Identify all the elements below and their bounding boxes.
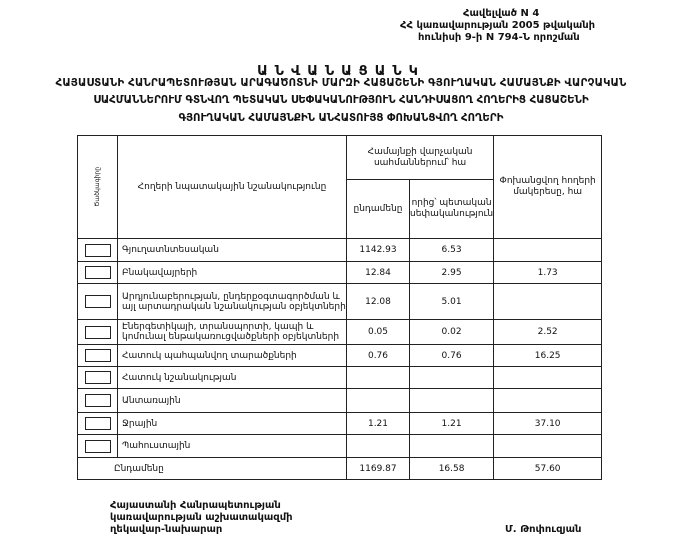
total-header: ընդամենը (347, 180, 410, 239)
total-state: 16.58 (410, 458, 494, 480)
row-transfer (494, 367, 602, 389)
code-box (85, 417, 111, 430)
area-group-header: Համայնքի վարչական սահմաններում՝ հա (347, 136, 494, 180)
code-cell (78, 239, 118, 262)
code-header-cell (78, 136, 118, 239)
name-header: Հողերի նպատակային նշանակությունը (118, 136, 347, 239)
row-state: 0.02 (410, 320, 494, 345)
row-name: Բնակավայրերի (118, 262, 347, 284)
position-line-1: Հայաստանի Հանրապետության (110, 500, 281, 511)
table-row (78, 284, 602, 320)
table-row (78, 345, 602, 367)
row-transfer: 16.25 (494, 345, 602, 367)
position-line-3: ղեկավար-նախարար (110, 524, 223, 535)
table-total-row (78, 458, 602, 480)
row-name: Արդյունաբերության, ընդերքօգտագործման և այլ արտադրական նշանակության օբյեկտների (118, 284, 347, 320)
code-cell (78, 413, 118, 435)
code-box (85, 266, 111, 279)
row-total (347, 435, 410, 458)
land-table (77, 135, 602, 480)
total-transfer: 57.60 (494, 458, 602, 480)
code-box (85, 244, 111, 257)
row-state (410, 389, 494, 413)
row-transfer: 2.52 (494, 320, 602, 345)
code-box (85, 349, 111, 362)
row-state: 5.01 (410, 284, 494, 320)
signatory-name: Մ. Թոփուզյան (505, 524, 582, 535)
table-row (78, 262, 602, 284)
code-box (85, 295, 111, 308)
annex-reference (400, 8, 595, 44)
row-transfer: 1.73 (494, 262, 602, 284)
transfer-header: Փոխանցվող հողերի մակերեսը, հա (494, 136, 602, 239)
code-box (85, 440, 111, 453)
row-name: Գյուղատնտեսական (118, 239, 347, 262)
code-cell (78, 345, 118, 367)
row-state: 0.76 (410, 345, 494, 367)
table-row (78, 239, 602, 262)
row-state: 1.21 (410, 413, 494, 435)
row-name: Անտառային (118, 389, 347, 413)
row-total: 1142.93 (347, 239, 410, 262)
row-name: Հատուկ պահպանվող տարածքների (118, 345, 347, 367)
row-state: 6.53 (410, 239, 494, 262)
table-row (78, 435, 602, 458)
code-cell (78, 367, 118, 389)
table-header-row (78, 136, 602, 180)
position-line-2: կառավարության աշխատակազմի (110, 512, 293, 523)
row-transfer (494, 284, 602, 320)
table-row (78, 413, 602, 435)
row-total: 12.08 (347, 284, 410, 320)
row-total (347, 367, 410, 389)
row-name: Հատուկ նշանակության (118, 367, 347, 389)
row-state (410, 367, 494, 389)
code-box (85, 394, 111, 407)
code-cell (78, 435, 118, 458)
row-total (347, 389, 410, 413)
row-name: Էներգետիկայի, տրանսպորտի, կապի և կոմունալ ենթակառուցվածքների օբյեկտների (118, 320, 347, 345)
annex-decision-line: հունիսի 9-ի N 794-Ն որոշման (418, 32, 580, 43)
row-transfer (494, 239, 602, 262)
row-transfer (494, 389, 602, 413)
row-state: 2.95 (410, 262, 494, 284)
code-cell (78, 320, 118, 345)
total-label: Ընդամենը (78, 458, 347, 480)
table-row (78, 367, 602, 389)
total-total: 1169.87 (347, 458, 410, 480)
row-name: Ջրային (118, 413, 347, 435)
row-transfer: 37.10 (494, 413, 602, 435)
table-row (78, 389, 602, 413)
row-total: 1.21 (347, 413, 410, 435)
document-subtitle-line-1: ՀԱՅԱՍՏԱՆԻ ՀԱՆՐԱՊԵՏՈՒԹՅԱՆ ԱՐԱԳԱԾՈՏՆԻ ՄԱՐԶԻ ՀԱՑԱՇԵՆԻ ԳՅՈՒՂԱԿԱՆ ՀԱՄԱՅՆՔԻ ՎԱՐՉԱԿԱՆ (55, 78, 627, 89)
code-header: Ծածկագիրը (93, 167, 101, 207)
row-transfer (494, 435, 602, 458)
row-name: Պահուստային (118, 435, 347, 458)
document-title: ԱՆՎԱՆԱՑԱՆԿ (257, 64, 425, 79)
code-cell (78, 262, 118, 284)
code-cell (78, 284, 118, 320)
table-row (78, 320, 602, 345)
code-box (85, 371, 111, 384)
code-box (85, 326, 111, 339)
row-total: 0.76 (347, 345, 410, 367)
annex-number: Հավելված N 4 (463, 8, 540, 19)
state-header: որից՝ պետական սեփականություն (410, 180, 494, 239)
row-state (410, 435, 494, 458)
row-total: 12.84 (347, 262, 410, 284)
document-subtitle-line-3: ԳՅՈՒՂԱԿԱՆ ՀԱՄԱՅՆՔԻՆ ԱՆՀԱՏՈՒՅՑ ՓՈԽԱՆՑՎՈՂ ՀՈՂԵՐԻ (178, 113, 504, 124)
code-cell (78, 389, 118, 413)
annex-government-line: ՀՀ կառավարության 2005 թվականի (400, 20, 596, 31)
document-subtitle-line-2: ՍԱՀՄԱՆՆԵՐՈՒՄ ԳՏՆՎՈՂ ՊԵՏԱԿԱՆ ՍԵՓԱԿԱՆՈՒԹՅՈՒՆ ՀԱՆԴԻՍԱՑՈՂ ՀՈՂԵՐԻՑ ՀԱՑԱՇԵՆԻ (93, 95, 589, 106)
signatory-position (110, 500, 293, 536)
row-total: 0.05 (347, 320, 410, 345)
